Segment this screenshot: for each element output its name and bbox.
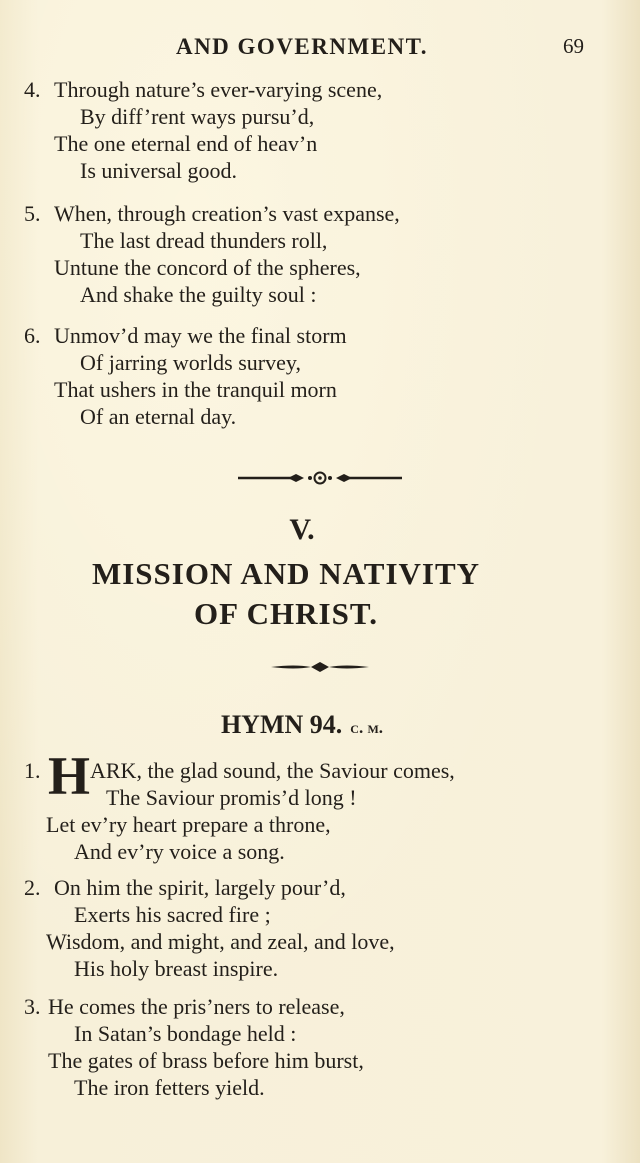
hymn-stanza-2 [24, 874, 624, 982]
ornament-rule-icon [0, 660, 640, 679]
stanza-line: The gates of brass before him burst, [48, 1048, 364, 1073]
running-title: AND GOVERNMENT. [175, 34, 429, 59]
section-title-line-1: MISSION AND NATIVITY [91, 556, 481, 591]
ornament-divider-icon [0, 470, 640, 491]
stanza-line: His holy breast inspire. [74, 956, 279, 981]
hymn-meter: c. m. [350, 718, 384, 737]
drop-cap: H [48, 746, 91, 806]
stanza-line: Let ev’ry heart prepare a throne, [46, 812, 331, 837]
stanza-number: 6. [24, 323, 41, 348]
stanza-line: Of jarring worlds survey, [80, 350, 301, 375]
stanza-line: Of an eternal day. [80, 404, 237, 429]
stanza-number: 5. [24, 201, 41, 226]
hymn-title: HYMN 94. c. m. [220, 710, 384, 739]
hymn-stanza-1 [24, 757, 624, 865]
stanza-line: Exerts his sacred fire ; [74, 902, 271, 927]
stanza-number: 4. [24, 77, 41, 102]
stanza-line: 3. He comes the pris’ners to release, [24, 994, 345, 1019]
stanza-6 [24, 322, 624, 430]
stanza-line: And ev’ry voice a song. [74, 839, 285, 864]
stanza-line: 5. When, through creation’s vast expanse, [24, 201, 400, 226]
section-title-line-2: OF CHRIST. [194, 596, 378, 631]
stanza-4 [24, 76, 624, 184]
stanza-line: In Satan’s bondage held : [74, 1021, 297, 1046]
stanza-line: Untune the concord of the spheres, [54, 255, 361, 280]
stanza-line: The iron fetters yield. [74, 1075, 265, 1100]
stanza-line: By diff’rent ways pursu’d, [80, 104, 315, 129]
stanza-number: 1. [24, 758, 41, 783]
stanza-number: 2. [24, 875, 41, 900]
stanza-line: Wisdom, and might, and zeal, and love, [46, 929, 395, 954]
stanza-line: That ushers in the tranquil morn [54, 377, 337, 402]
stanza-line: And shake the guilty soul : [80, 282, 317, 307]
stanza-line: The Saviour promis’d long ! [106, 785, 357, 810]
stanza-line: The last dread thunders roll, [80, 228, 328, 253]
stanza-line: 4. Through nature’s ever-varying scene, [24, 77, 383, 102]
stanza-line: Is universal good. [80, 158, 238, 183]
section-number: V. [289, 513, 315, 546]
stanza-number: 3. [24, 994, 41, 1019]
running-head [0, 34, 640, 64]
page-number: 69 [563, 34, 584, 58]
hymn-stanza-3 [24, 993, 624, 1101]
stanza-line: 2. On him the spirit, largely pour’d, [24, 875, 346, 900]
stanza-line: 1. ARK, the glad sound, the Saviour comes, [24, 758, 455, 783]
stanza-line: 6. Unmov’d may we the final storm [24, 323, 347, 348]
stanza-line: The one eternal end of heav’n [54, 131, 318, 156]
stanza-5 [24, 200, 624, 308]
